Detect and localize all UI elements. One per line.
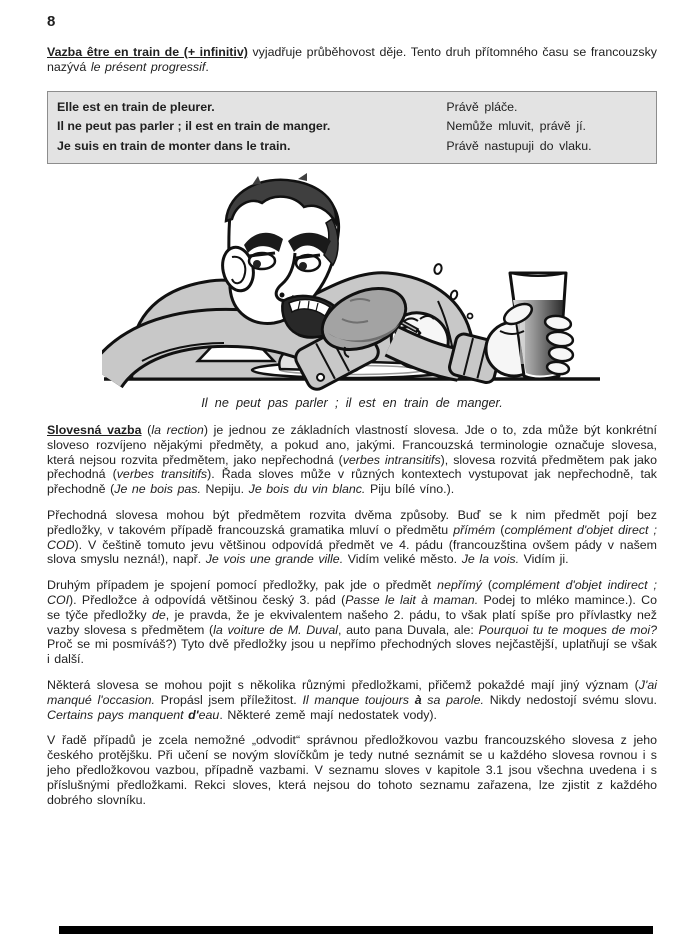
example-row <box>57 117 647 137</box>
body-paragraph-3: Druhým případem je spojení pomocí předložky, pak jde o předmět nepřímý (complément d'objet indirect ; COI). Předložce à odpovídá většinou český 3. pád (Passe le lait à maman. Podej to mléko mamince.). Co se týče předložky de, je pravda, že je ekvivalentem našeho 2. pádu, to však platí spíše pro přívlastky než vazby slovesa s předmětem (la voiture de M. Duval, auto pana Duvala, ale: Pourquoi tu te moques de moi? Proč se mi posmíváš?) Tyto dvě předložky jsou u nepřímo přechodných sloves nejčastější, uplatňují se však i další. <box>47 578 657 667</box>
illustration-caption: Il ne peut pas parler ; il est en train de manger. <box>201 396 503 411</box>
intro-paragraph: Vazba être en train de (+ infinitiv) vyjadřuje průběhovost děje. Tento druh přítomného času se francouzsky nazývá le présent progressif. <box>47 45 657 74</box>
footer-rule <box>59 926 653 934</box>
french-sentence: Elle est en train de pleurer. <box>57 99 215 114</box>
example-row <box>57 98 647 118</box>
illustration-container <box>47 173 657 391</box>
page-number: 8 <box>47 13 57 30</box>
czech-translation: Nemůže mluvit, právě jí. <box>446 119 586 134</box>
body-paragraph-1: Slovesná vazba (la rection) je jednou ze základních vlastností slovesa. Jde o to, zda může být konkrétní sloveso rozvíjeno nějakými předměty, a pokud ano, jakými. Francouzská terminologie označuje slovesa, která nejsou rozvita předmětem, jako nepřechodná (verbes intransitifs), slovesa rozvitá předmětem pak jako přechodná (verbes transitifs). Řada sloves může v různých kontextech vystupovat jak nepřechodně, tak přechodně (Je ne bois pas. Nepiju. Je bois du vin blanc. Piju bílé víno.). <box>47 423 657 497</box>
eating-man-illustration <box>102 173 602 391</box>
body-paragraph-2: Přechodná slovesa mohou být předmětem rozvita dvěma způsoby. Buď se k nim předmět pojí bez předložky, v takovém případě francouzská gramatika mluví o předmětu přímém (complément d'objet direct ; COD). V češtině tomuto jevu většinou odpovídá předmět ve 4. pádu (francouzština ovšem pády v našem slova smyslu nezná!), např. Je vois une grande ville. Vidím veliké město. Je la vois. Vidím ji. <box>47 508 657 567</box>
example-row <box>57 137 647 157</box>
body-paragraph-4: Některá slovesa se mohou pojit s několika různými předložkami, přičemž pokaždé mají jiný význam (J'ai manqué l'occasion. Propásl jsem příležitost. Il manque toujours à sa parole. Nikdy nedostojí svému slovu. Certains pays manquent d'eau. Některé země mají nedostatek vody). <box>47 678 657 722</box>
body-paragraph-5: V řadě případů je zcela nemožné „odvodit“ správnou předložkovou vazbu francouzského slovesa z jeho českého protějšku. Při učení se novým slovíčkům je tedy nutné seznámit se u každého slovesa rovnou i s jeho předložkovou vazbou, případně vazbami. V seznamu sloves v kapitole 3.1 jsou všechna uvedena i s příslušnými předložkami. Rekci sloves, která nejsou do tohoto seznamu zařazena, lze zjistit z každého dobrého slovníku. <box>47 733 657 807</box>
french-sentence: Je suis en train de monter dans le train. <box>57 138 291 153</box>
czech-translation: Právě pláče. <box>446 99 518 114</box>
french-sentence: Il ne peut pas parler ; il est en train de manger. <box>57 119 331 134</box>
example-box <box>47 91 657 165</box>
czech-translation: Právě nastupuji do vlaku. <box>446 138 592 153</box>
